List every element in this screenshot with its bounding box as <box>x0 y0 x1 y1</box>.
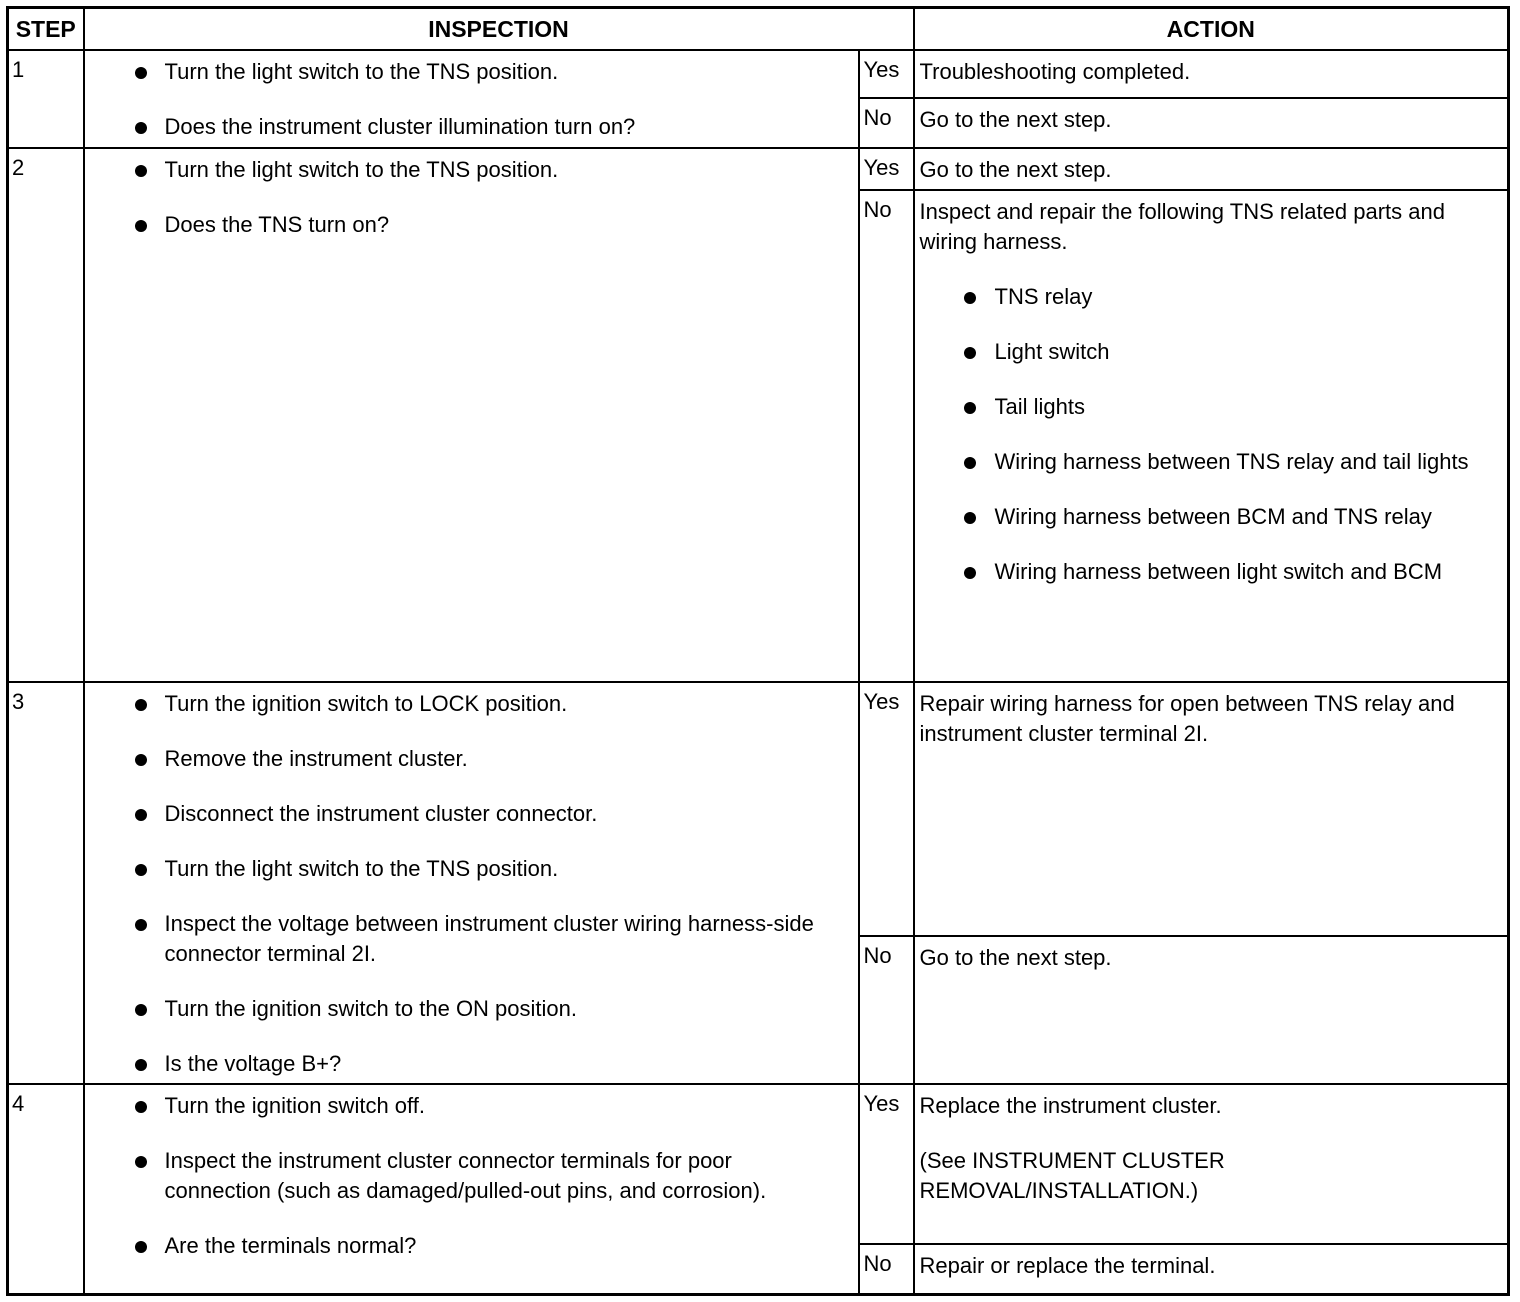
no-action: Repair or replace the terminal. <box>914 1244 1509 1294</box>
inspection-cell <box>84 1084 859 1294</box>
inspection-cell <box>84 682 859 1084</box>
no-label: No <box>859 190 914 682</box>
inspection-item: Does the instrument cluster illumination turn on? <box>165 112 818 142</box>
no-action: Inspect and repair the following TNS related parts and wiring harness. <box>919 199 1445 254</box>
inspection-item: Turn the light switch to the TNS position. <box>165 155 818 185</box>
inspection-cell <box>84 50 859 148</box>
inspection-cell <box>84 148 859 682</box>
inspection-item: Disconnect the instrument cluster connector. <box>165 799 818 829</box>
inspection-item: Inspect the voltage between instrument cluster wiring harness-side connector terminal 2I. <box>165 909 818 969</box>
step-3-yes-row <box>8 682 1509 936</box>
yes-action: Go to the next step. <box>914 148 1509 190</box>
action-item: Wiring harness between light switch and BCM <box>995 557 1482 587</box>
yes-label: Yes <box>859 50 914 98</box>
no-label: No <box>859 936 914 1084</box>
yes-action-reference: (See INSTRUMENT CLUSTER REMOVAL/INSTALLATION.) <box>919 1148 1225 1203</box>
step-header: STEP <box>8 8 84 51</box>
header-row <box>8 8 1509 51</box>
yes-label: Yes <box>859 148 914 190</box>
inspection-item: Are the terminals normal? <box>165 1231 818 1261</box>
no-action: Go to the next step. <box>914 98 1509 148</box>
no-label: No <box>859 1244 914 1294</box>
action-item: Light switch <box>995 337 1482 367</box>
inspection-item: Inspect the instrument cluster connector terminals for poor connection (such as damaged/pulled-out pins, and corrosion). <box>165 1146 818 1206</box>
step-number: 2 <box>8 148 84 682</box>
step-2-yes-row <box>8 148 1509 190</box>
step-number: 1 <box>8 50 84 148</box>
action-item: Wiring harness between BCM and TNS relay <box>995 502 1482 532</box>
inspection-item: Turn the ignition switch to LOCK position. <box>165 689 818 719</box>
step-number: 3 <box>8 682 84 1084</box>
action-header: ACTION <box>914 8 1509 51</box>
no-action-cell <box>914 190 1509 682</box>
action-item: Tail lights <box>995 392 1482 422</box>
inspection-item: Is the voltage B+? <box>165 1049 818 1079</box>
step-4-yes-row <box>8 1084 1509 1244</box>
no-label: No <box>859 98 914 148</box>
yes-label: Yes <box>859 682 914 936</box>
yes-action-cell <box>914 1084 1509 1244</box>
step-number: 4 <box>8 1084 84 1294</box>
no-action: Go to the next step. <box>914 936 1509 1084</box>
inspection-item: Remove the instrument cluster. <box>165 744 818 774</box>
inspection-item: Turn the light switch to the TNS position. <box>165 57 818 87</box>
inspection-item: Does the TNS turn on? <box>165 210 818 240</box>
inspection-header: INSPECTION <box>84 8 914 51</box>
troubleshooting-table <box>6 6 1510 1296</box>
step-1-yes-row <box>8 50 1509 98</box>
inspection-item: Turn the ignition switch off. <box>165 1091 818 1121</box>
yes-action: Troubleshooting completed. <box>914 50 1509 98</box>
yes-label: Yes <box>859 1084 914 1244</box>
action-item: TNS relay <box>995 282 1482 312</box>
inspection-item: Turn the ignition switch to the ON position. <box>165 994 818 1024</box>
yes-action: Replace the instrument cluster. <box>919 1093 1222 1118</box>
yes-action: Repair wiring harness for open between TNS relay and instrument cluster terminal 2I. <box>914 682 1509 936</box>
action-item: Wiring harness between TNS relay and tail lights <box>995 447 1482 477</box>
inspection-item: Turn the light switch to the TNS position. <box>165 854 818 884</box>
